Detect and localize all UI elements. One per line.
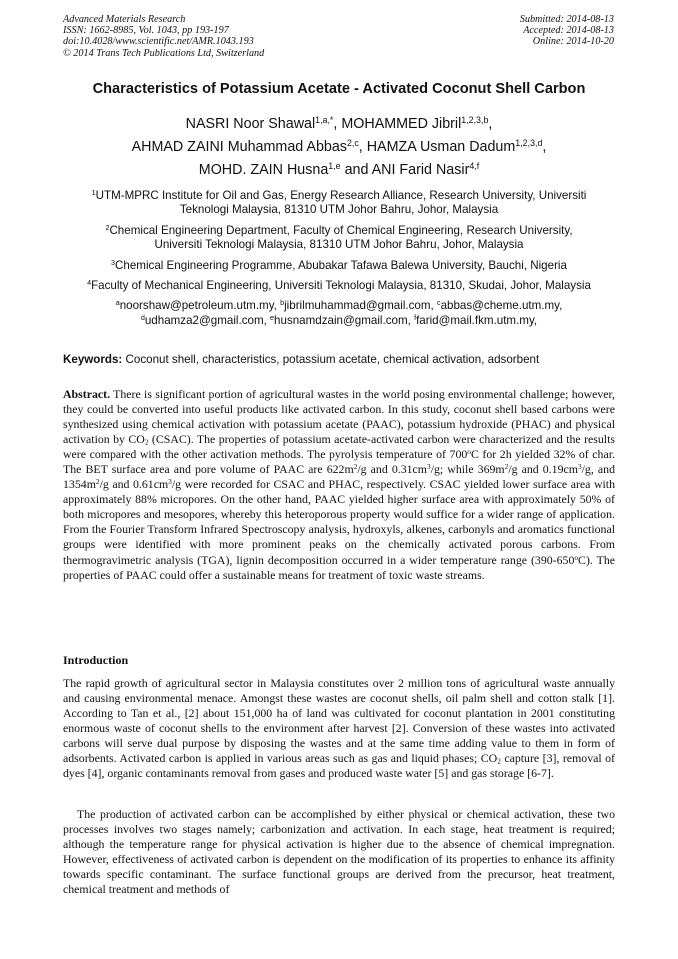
email-mark: b: [280, 298, 285, 308]
affiliation-text: Teknologi Malaysia, 81310 UTM Johor Bahru, Johor, Malaysia: [179, 203, 499, 217]
affiliation-text: UTM-MPRC Institute for Oil and Gas, Energy Research Alliance, Research University, Universiti: [95, 189, 587, 202]
subscript: 2: [144, 437, 149, 447]
email-mark: c: [436, 298, 441, 308]
email-mark: f: [414, 312, 417, 322]
email-list: [40, 299, 638, 328]
keywords: [63, 353, 618, 366]
author-line-2: [40, 136, 638, 159]
abstract-text: C). The properties of PAAC could offer a sustainable means for treatment of toxic waste streams.: [63, 552, 615, 582]
email-mark: d: [140, 312, 145, 322]
abstract-text: /g and 0.19cm: [508, 462, 578, 477]
affiliation-number: 4: [87, 278, 92, 288]
superscript: 2: [95, 477, 100, 487]
email-address[interactable]: noorshaw@petroleum.utm.my,: [119, 299, 281, 313]
affiliation-text: Universiti Teknologi Malaysia, 81310 UTM Johor Bahru, Johor, Malaysia: [154, 238, 524, 252]
paper-title: Characteristics of Potassium Acetate - Activated Coconut Shell Carbon: [92, 81, 586, 97]
email-mark: a: [115, 298, 120, 308]
date-online: Online: 2014-10-20: [532, 36, 614, 48]
affiliation-3: [40, 259, 638, 273]
author-name: MOHD. ZAIN Husna: [198, 162, 329, 178]
author-list: [40, 113, 638, 182]
abstract-text: /g, and 1354m: [63, 462, 615, 492]
date-accepted: Accepted: 2014-08-13: [523, 25, 614, 37]
affiliation-number: 2: [105, 222, 110, 232]
affiliation-text: Chemical Engineering Department, Faculty of Chemical Engineering, Research University,: [109, 223, 573, 237]
affiliation-text: Chemical Engineering Programme, Abubakar Tafawa Balewa University, Bauchi, Nigeria: [115, 258, 567, 272]
abstract-text: /g; while 369m: [430, 462, 505, 477]
date-submitted: Submitted: 2014-08-13: [519, 14, 614, 25]
abstract-label: Abstract.: [63, 387, 111, 401]
author-name: , MOHAMMED Jibril: [333, 116, 462, 132]
affiliation-number: 1: [91, 188, 96, 198]
superscript: 3: [168, 477, 172, 487]
author-name: and ANI Farid Nasir: [340, 162, 470, 178]
affiliation-2: [40, 224, 638, 253]
superscript: 2: [353, 462, 358, 472]
email-address[interactable]: farid@mail.fkm.utm.my,: [416, 313, 538, 327]
intro-paragraph-1: [63, 676, 615, 781]
affiliation-number: 3: [111, 257, 116, 267]
superscript: o: [574, 552, 579, 562]
keywords-text: Coconut shell, characteristics, potassium acetate, chemical activation, adsorbent: [122, 353, 540, 366]
author-name: AHMAD ZAINI Muhammad Abbas: [131, 139, 347, 155]
email-address[interactable]: husnamdzain@gmail.com,: [274, 313, 415, 327]
journal-doi: doi:10.4028/www.scientific.net/AMR.1043.193: [63, 36, 254, 48]
author-name: NASRI Noor Shawal: [185, 116, 316, 132]
email-address[interactable]: udhamza2@gmail.com,: [144, 313, 271, 327]
superscript: 3: [427, 462, 431, 472]
abstract-text: (CSAC). The properties of potassium acetate-activated carbon were characterized and the results were compared with the other activation methods. The pyrolysis temperature of 700: [63, 432, 615, 462]
abstract-text: There is significant portion of agricultural wastes in the world posing environmental challenge; however, they could be converted into useful products like activated carbon. In this study, coconut shell based carbons were synthesized using chemical activation with potassium acetate (PAAC), potassium hydroxide (PHAC) and physical activation by CO: [63, 387, 615, 447]
subscript: 2: [497, 756, 501, 766]
superscript: 3: [577, 462, 582, 472]
journal-issn: ISSN: 1662-8985, Vol. 1043, pp 193-197: [63, 25, 229, 37]
superscript: o: [467, 447, 471, 457]
email-address[interactable]: abbas@cheme.utm.my,: [440, 299, 563, 313]
author-separator: ,: [542, 139, 547, 155]
abstract-text: C for 2h yielded 32% of char. The BET surface area and pore volume of PAAC are 622m: [63, 447, 615, 477]
abstract-text: /g and 0.61cm: [99, 477, 169, 492]
author-affil-mark: 1,2,3,b: [461, 115, 489, 126]
intro-paragraph-2: The production of activated carbon can be accomplished by either physical or chemical activation, these two processes involves two stages namely; carbonization and activation. In each stage, heat treatment is required; although the temperature range for physical activation is higher due to the absence of chemical impregnation. However, effectiveness of activated carbon is dependent on the modification of its properties to enhance its affinity towards specific contaminant. The surface functional groups are derived from the precursor, heat treatment, chemical treatment and methods of: [63, 807, 615, 897]
superscript: 2: [504, 462, 509, 472]
author-affil-mark: 1,a,*: [315, 115, 334, 126]
abstract-text: /g and 0.31cm: [357, 462, 428, 477]
journal-header: [63, 14, 264, 59]
author-separator: ,: [488, 116, 493, 132]
abstract-text: /g were recorded for CSAC and PHAC, respectively. CSAC yielded lower surface area with approximately 88% micropores. On the other hand, PAAC yielded higher surface area with approximately 50% of both micropores and mesopores, whereby this heteroporous property would suffice for a wider range of application. From the Fourier Transform Infrared Spectroscopy analysis, hydroxyls, alkenes, carbonyls and aromatics functional groups were identified with more prominent peaks on the chemically activated porous carbons. From thermogravimetric analysis (TGA), lignin decomposition occurred in a wider temperature range (390-650: [63, 477, 615, 567]
author-line-1: [40, 113, 638, 136]
affiliation-text: Faculty of Mechanical Engineering, Universiti Teknologi Malaysia, 81310, Skudai, Johor, Malaysia: [91, 279, 591, 293]
affiliation-4: [40, 279, 638, 293]
email-mark: e: [270, 312, 275, 322]
affiliation-1: [40, 189, 638, 218]
journal-copyright: © 2014 Trans Tech Publications Ltd, Switzerland: [63, 47, 265, 59]
author-name: , HAMZA Usman Dadum: [358, 139, 516, 155]
dates-header: [520, 14, 614, 48]
email-address[interactable]: jibrilmuhammad@gmail.com,: [284, 299, 437, 313]
paragraph-text: The rapid growth of agricultural sector in Malaysia constitutes over 2 million tons of agricultural waste annually and causing environmental menace. Amongst these wastes are coconut shells, oil palm shell and cotton stalk [1]. According to Tan et al., [2] about 151,000 ha of land was cultivated for coconut plantation in 2001 constituting enormous waste of coconut shells to the environment after harvest [2]. Conversion of these wastes into activated carbons will serve dual purpose by disposing the wastes and at the same time adding value to them in form of adsorbents. Activated carbon is applied in various areas such as gas and liquid phases; CO: [63, 676, 615, 766]
author-affil-mark: 1,2,3,d: [515, 138, 543, 149]
affiliations: [40, 189, 638, 328]
abstract: [63, 387, 615, 583]
author-affil-mark: 1,e: [328, 161, 341, 172]
author-affil-mark: 2,c: [346, 138, 359, 149]
keywords-label: Keywords:: [63, 353, 123, 366]
author-line-3: [40, 159, 638, 182]
paragraph-text: capture [3], removal of dyes [4], organic contaminants removal from gases and produced waste water [5] and gas storage [6-7].: [63, 751, 615, 781]
journal-name: Advanced Materials Research: [63, 14, 186, 25]
author-affil-mark: 4,f: [469, 161, 480, 172]
section-heading-introduction: Introduction: [63, 653, 129, 667]
